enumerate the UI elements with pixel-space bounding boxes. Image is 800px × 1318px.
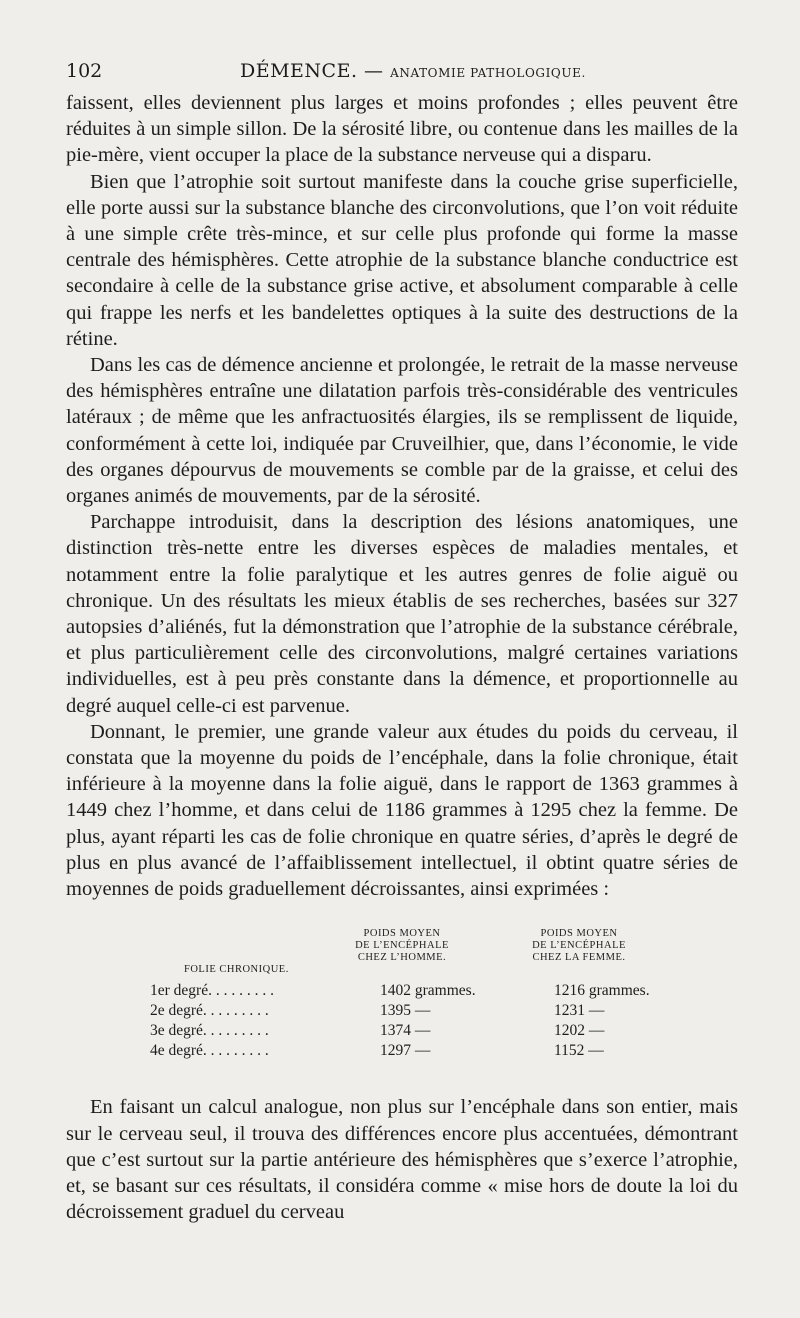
header-line: DE L’ENCÉPHALE	[532, 940, 626, 952]
table-row	[66, 1022, 738, 1042]
header-line: CHEZ LA FEMME.	[532, 952, 626, 964]
running-header	[66, 52, 738, 90]
header-line: POIDS MOYEN	[363, 928, 441, 940]
running-title	[240, 60, 586, 82]
paragraph: faissent, elles deviennent plus larges et moins profondes ; elles peuvent être réduites à un simple sillon. De la sérosité libre, ou contenue dans les mailles de la pie-mère, vient occuper la place de la substance nerveuse qui a disparu.	[66, 92, 738, 167]
row-label: 4e degré. . . . . . . . .	[150, 1042, 269, 1060]
table-header-femme	[504, 928, 654, 964]
row-label: 3e degré. . . . . . . . .	[150, 1022, 269, 1040]
value-femme: 1152 —	[554, 1042, 604, 1060]
main-text	[66, 90, 738, 902]
value-homme: 1402 grammes.	[380, 982, 476, 1000]
title-dash: —	[364, 60, 384, 82]
section-subtitle: ANATOMIE PATHOLOGIQUE.	[390, 66, 586, 80]
paragraph: Bien que l’atrophie soit surtout manifeste dans la couche grise superficielle, elle porte aussi sur la substance blanche des circonvolutions, que l’on voit réduite à une simple crête très-mince, et sur celle plus profonde qui forme la masse centrale des hémisphères. Cette atrophie de la substance blanche conductrice est secondaire à celle de la substance grise active, et absolument comparable à celle qui frappe les nerfs et les bandelettes optiques à la suite des destructions de la rétine.	[66, 170, 738, 350]
header-line: POIDS MOYEN	[540, 928, 618, 940]
value-femme: 1202 —	[554, 1022, 605, 1040]
value-femme: 1231 —	[554, 1002, 605, 1020]
weight-table	[66, 928, 738, 1060]
value-femme: 1216 grammes.	[554, 982, 650, 1000]
paragraph: Dans les cas de démence ancienne et prolongée, le retrait de la masse nerveuse des hémisphères entraîne une dilatation parfois très-considérable des ventricules latéraux ; de même que les anfractuosités élargies, ils se remplissent de liquide, conformément à cette loi, indiquée par Cruveilhier, que, dans l’économie, le vide des organes dépourvus de mouvements se comble par de la graisse, et celui des organes animés de mouvements, par de la sérosité.	[66, 354, 738, 508]
header-line: CHEZ L’HOMME.	[357, 952, 447, 964]
paragraph: Donnant, le premier, une grande valeur aux études du poids du cerveau, il constata que la moyenne du poids de l’encéphale, dans la folie chronique, était inférieure à la moyenne dans la folie aiguë, dans le rapport de 1363 grammes à 1449 chez l’homme, et dans celui de 1186 grammes à 1295 chez la femme. De plus, ayant réparti les cas de folie chronique en quatre séries, d’après le degré de plus en plus avancé de l’affaiblissement intellectuel, il obtint quatre séries de moyennes de poids graduellement décroissantes, ainsi exprimées :	[66, 720, 738, 901]
paragraph: Parchappe introduisit, dans la description des lésions anatomiques, une distinction très-nette entre les diverses espèces de maladies mentales, et notamment entre la folie paralytique et les autres genres de folie aiguë ou chronique. Un des résultats les mieux établis de ses recherches, basées sur 327 autopsies d’aliénés, fut la démonstration que l’atrophie de la substance cérébrale, et plus particulièrement celle des circonvolutions, malgré certaines variations individuelles, est à peu près constante dans la démence, et proportionnelle au degré auquel celle-ci est parvenue.	[66, 511, 738, 717]
row-label: 2e degré. . . . . . . . .	[150, 1002, 269, 1020]
value-homme: 1395 —	[380, 1002, 431, 1020]
value-homme: 1297 —	[380, 1042, 431, 1060]
book-page	[66, 52, 738, 1225]
header-line: DE L’ENCÉPHALE	[355, 940, 449, 952]
table-row	[66, 1042, 738, 1062]
table-row	[66, 982, 738, 1002]
value-homme: 1374 —	[380, 1022, 431, 1040]
chapter-title: DÉMENCE.	[240, 60, 358, 82]
paragraph: En faisant un calcul analogue, non plus sur l’encéphale dans son entier, mais sur le cerveau seul, il trouva des différences encore plus accentuées, démontrant que c’est surtout sur la partie antérieure des hémisphères que s’exerce l’atrophie, et, se basant sur ces résultats, il considéra comme « mise hors de doute la loi du décroissement graduel du cerveau	[66, 1096, 738, 1224]
table-header-homme	[342, 928, 462, 964]
row-label: 1er degré. . . . . . . . .	[150, 982, 274, 1000]
page-number: 102	[66, 60, 103, 82]
closing-text	[66, 1094, 738, 1225]
table-header-folie: FOLIE CHRONIQUE.	[184, 964, 289, 976]
table-row	[66, 1002, 738, 1022]
